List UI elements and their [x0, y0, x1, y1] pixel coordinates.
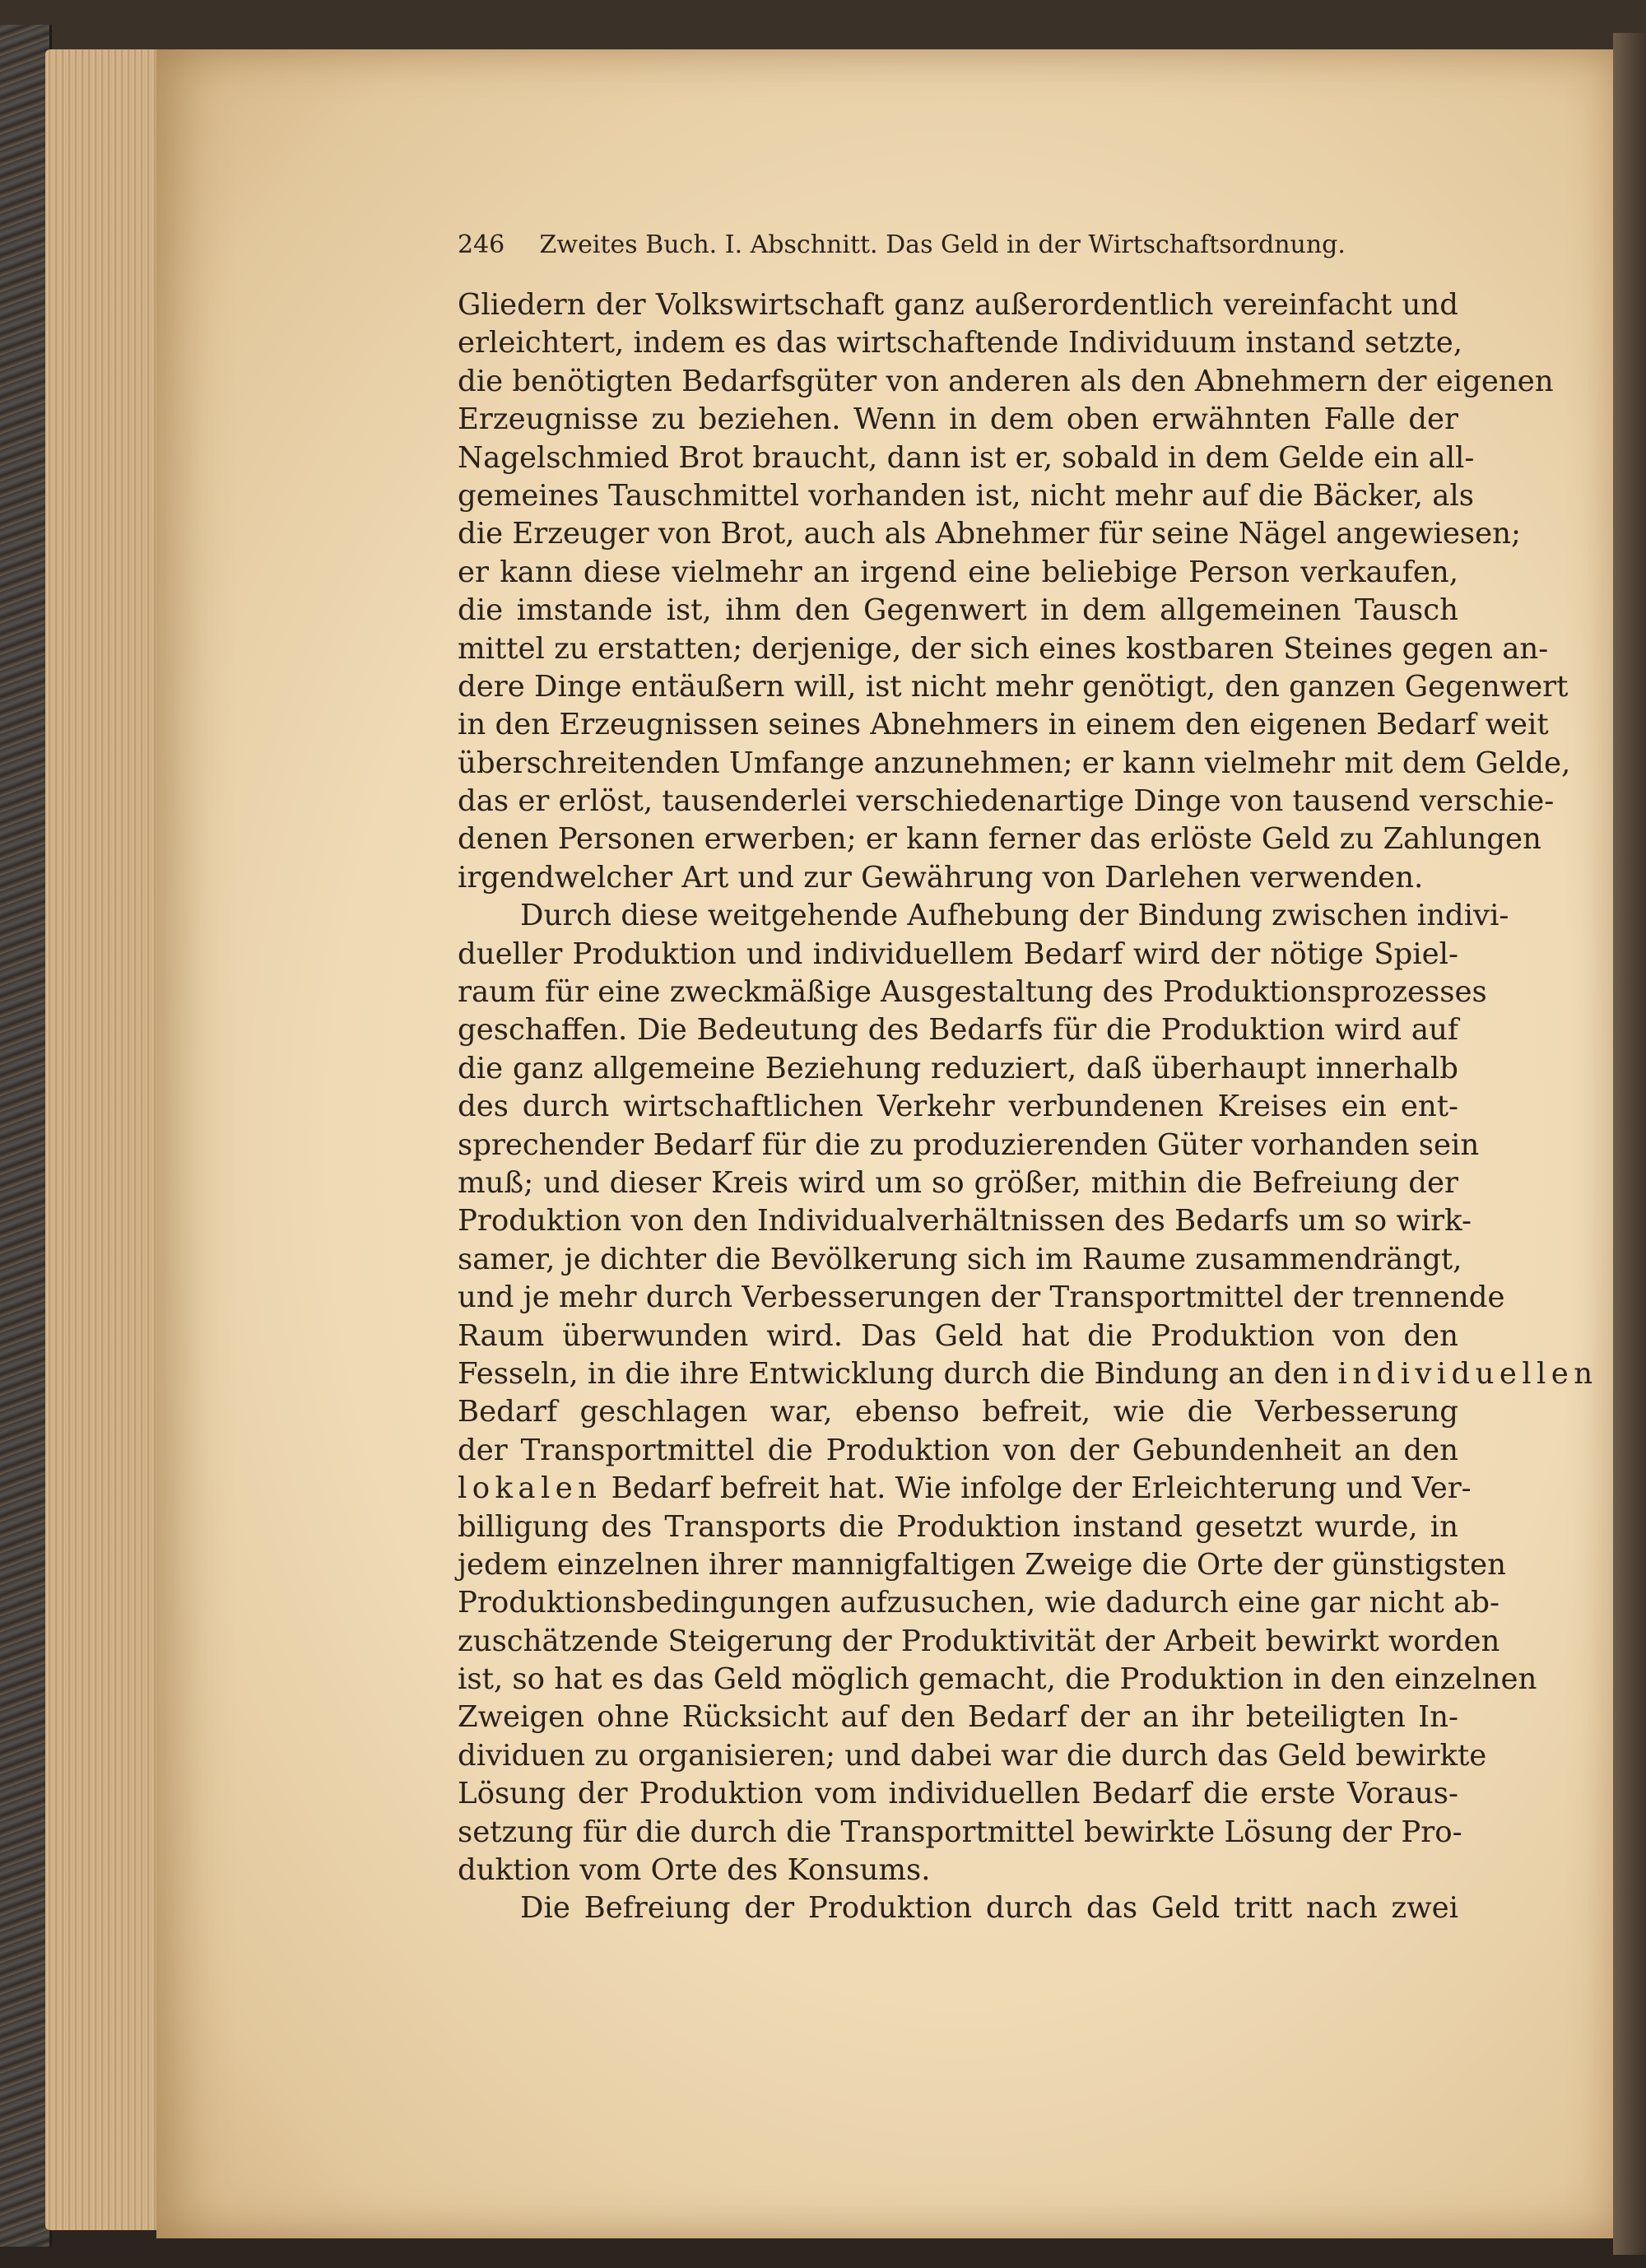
text-line: die Erzeuger von Brot, auch als Abnehmer für seine Nägel angewiesen;	[458, 517, 1521, 551]
text-segment: Fesseln, in die ihre Entwicklung durch die Bindung an den	[458, 1356, 1329, 1391]
text-line: geschaffen. Die Bedeutung des Bedarfs für die Produktion wird auf	[458, 1013, 1458, 1048]
text-line: das er erlöst, tausenderlei verschiedenartige Dinge von tausend verschie-	[458, 784, 1555, 819]
text-line: gemeines Tauschmittel vorhanden ist, nicht mehr auf die Bäcker, als	[458, 478, 1474, 513]
text-line: Zweigen ohne Rücksicht auf den Bedarf der an ihr beteiligten In-	[458, 1700, 1458, 1735]
text-line: raum für eine zweckmäßige Ausgestaltung des Produktionsprozesses	[458, 975, 1487, 1010]
text-line: sprechender Bedarf für die zu produzierenden Güter vorhanden sein	[458, 1127, 1480, 1162]
text-segment: Bedarf befreit hat. Wie infolge der Erleichterung und Ver-	[611, 1471, 1472, 1506]
running-title: Zweites Buch. I. Abschnitt. Das Geld in der Wirtschaftsordnung.	[539, 230, 1346, 259]
text-line: dere Dinge entäußern will, ist nicht mehr genötigt, den ganzen Gegenwert	[458, 669, 1569, 704]
text-line: setzung für die durch die Transportmittel bewirkte Lösung der Pro-	[458, 1815, 1462, 1849]
text-line: dividuen zu organisieren; und dabei war die durch das Geld bewirkte	[458, 1738, 1487, 1773]
running-header	[458, 230, 1371, 263]
text-line: jedem einzelnen ihrer mannigfaltigen Zweige die Orte der günstigsten	[458, 1547, 1507, 1582]
text-line	[458, 1355, 1598, 1393]
text-line: Gliedern der Volkswirtschaft ganz außerordentlich vereinfacht und	[458, 288, 1458, 322]
text-line: er kann diese vielmehr an irgend eine beliebige Person verkaufen,	[458, 555, 1458, 589]
text-line: billigung des Transports die Produktion instand gesetzt wurde, in	[458, 1509, 1458, 1544]
text-line: samer, je dichter die Bevölkerung sich im Raume zusammendrängt,	[458, 1242, 1462, 1276]
text-line: in den Erzeugnissen seines Abnehmers in einem den eigenen Bedarf weit	[458, 708, 1549, 742]
text-line: denen Personen erwerben; er kann ferner das erlöste Geld zu Zahlungen	[458, 822, 1541, 857]
right-page-edge	[1613, 33, 1646, 2255]
text-line: mittel zu erstatten; derjenige, der sich eines kostbaren Steines gegen an-	[458, 631, 1549, 666]
text-line	[458, 1470, 1472, 1508]
text-line: irgendwelcher Art und zur Gewährung von Darlehen verwenden.	[458, 860, 1424, 895]
book-cover	[0, 25, 52, 2247]
text-line: die ganz allgemeine Beziehung reduziert, daß überhaupt innerhalb	[458, 1051, 1458, 1085]
text-line: Nagelschmied Brot braucht, dann ist er, sobald in dem Gelde ein all-	[458, 440, 1475, 475]
text-line: duktion vom Orte des Konsums.	[458, 1853, 931, 1888]
emphasized-word: lokalen	[458, 1471, 602, 1506]
text-line: überschreitenden Umfange anzunehmen; er kann vielmehr mit dem Gelde,	[458, 746, 1571, 780]
page-number: 246	[458, 230, 505, 259]
body-text	[458, 286, 1598, 1928]
text-line: Produktionsbedingungen aufzusuchen, wie dadurch eine gar nicht ab-	[458, 1586, 1500, 1620]
text-line: erleichtert, indem es das wirtschaftende Individuum instand setzte,	[458, 326, 1462, 360]
text-line: die benötigten Bedarfsgüter von anderen als den Abnehmern der eigenen	[458, 364, 1554, 398]
text-line: Bedarf geschlagen war, ebenso befreit, wie die Verbesserung	[458, 1395, 1458, 1429]
text-line: Die Befreiung der Produktion durch das Geld tritt nach zwei	[520, 1891, 1458, 1926]
text-line: ist, so hat es das Geld möglich gemacht, die Produktion in den einzelnen	[458, 1662, 1537, 1697]
text-line: dueller Produktion und individuellem Bedarf wird der nötige Spiel-	[458, 936, 1458, 971]
text-line: und je mehr durch Verbesserungen der Transportmittel der trennende	[458, 1280, 1505, 1315]
text-line: Raum überwunden wird. Das Geld hat die Produktion von den	[458, 1318, 1458, 1353]
text-line: Lösung der Produktion vom individuellen Bedarf die erste Voraus-	[458, 1777, 1458, 1811]
text-line: des durch wirtschaftlichen Verkehr verbundenen Kreises ein ent-	[458, 1090, 1458, 1124]
emphasized-word: individuellen	[1337, 1356, 1598, 1391]
text-line: Durch diese weitgehende Aufhebung der Bindung zwischen indivi-	[520, 899, 1509, 933]
text-line: muß; und dieser Kreis wird um so größer, mithin die Befreiung der	[458, 1165, 1458, 1200]
text-line: zuschätzende Steigerung der Produktivität der Arbeit bewirkt worden	[458, 1624, 1500, 1658]
text-line: die imstande ist, ihm den Gegenwert in dem allgemeinen Tausch	[458, 593, 1458, 628]
text-line: Erzeugnisse zu beziehen. Wenn in dem oben erwähnten Falle der	[458, 402, 1458, 437]
text-line: Produktion von den Individualverhältnissen des Bedarfs um so wirk-	[458, 1204, 1472, 1239]
text-line: der Transportmittel die Produktion von der Gebundenheit an den	[458, 1433, 1458, 1467]
